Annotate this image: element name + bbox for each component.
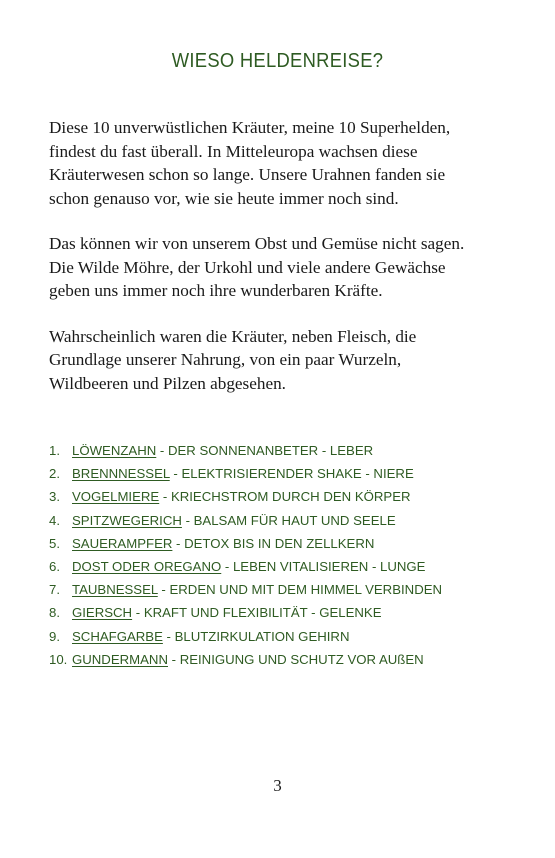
herb-link-schafgarbe[interactable]: SCHAFGARBE (72, 628, 163, 644)
list-item (49, 485, 529, 508)
herb-description: - ELEKTRISIERENDER SHAKE - NIERE (169, 466, 414, 482)
herb-description: - DETOX BIS IN DEN ZELLKERN (172, 535, 375, 551)
herb-description: - ERDEN UND MIT DEM HIMMEL VERBINDEN (157, 582, 443, 598)
list-number: 8. (49, 605, 60, 621)
list-number: 3. (49, 489, 60, 505)
list-number: 6. (49, 558, 60, 574)
list-item (49, 532, 529, 555)
paragraph-3: Wahrscheinlich waren die Kräuter, neben Fleisch, die Grundlage unserer Nahrung, von ein paar Wurzeln, Wildbeeren und Pilzen abgesehen. (49, 326, 417, 393)
herb-list (49, 439, 529, 671)
herb-link-brennnessel[interactable]: BRENNNESSEL (72, 466, 170, 482)
list-number: 5. (49, 535, 60, 551)
herb-description: - REINIGUNG UND SCHUTZ VOR AUßEN (167, 651, 424, 667)
page-number: 3 (273, 776, 282, 795)
herb-link-loewenzahn[interactable]: LÖWENZAHN (72, 443, 157, 458)
intro-text (49, 116, 519, 417)
paragraph-1: Diese 10 unverwüstlichen Kräuter, meine 10 Superhelden, findest du fast überall. In Mitteleuropa wachsen diese Kräuterwesen schon so lange. Unsere Urahnen fanden sie schon genauso vor, wie sie heute immer noch sind. (49, 118, 451, 208)
list-number: 7. (49, 582, 60, 598)
herb-description: - LEBEN VITALISIEREN - LUNGE (221, 558, 426, 574)
paragraph-2: Das können wir von unserem Obst und Gemüse nicht sagen. Die Wilde Möhre, der Urkohl und viele andere Gewächse geben uns immer noch ihre wunderbaren Kräfte. (49, 234, 465, 300)
list-item (49, 509, 529, 532)
herb-link-vogelmiere[interactable]: VOGELMIERE (72, 489, 160, 505)
list-item (49, 601, 529, 624)
list-number: 1. (49, 443, 60, 458)
herb-link-taubnessel[interactable]: TAUBNESSEL (72, 582, 158, 598)
herb-description: - KRIECHSTROM DURCH DEN KÖRPER (159, 489, 411, 505)
list-number: 2. (49, 466, 60, 482)
herb-description: - BLUTZIRKULATION GEHIRN (162, 628, 350, 644)
list-number: 10. (49, 651, 68, 667)
list-item (49, 462, 529, 485)
page-title: WIESO HELDENREISE? (171, 50, 384, 72)
herb-description: - KRAFT UND FLEXIBILITÄT - GELENKE (132, 605, 382, 621)
list-number: 4. (49, 512, 60, 528)
herb-description: - DER SONNENANBETER - LEBER (156, 443, 374, 458)
herb-description: - BALSAM FÜR HAUT UND SEELE (181, 512, 396, 528)
herb-link-spitzwegerich[interactable]: SPITZWEGERICH (72, 512, 182, 528)
herb-link-dost-oregano[interactable]: DOST ODER OREGANO (72, 558, 222, 574)
herb-link-gundermann[interactable]: GUNDERMANN (72, 651, 168, 667)
herb-link-giersch[interactable]: GIERSCH (72, 605, 133, 621)
list-item (49, 555, 529, 578)
list-item (49, 578, 529, 601)
list-number: 9. (49, 628, 60, 644)
list-item (49, 439, 529, 462)
list-item (49, 648, 529, 671)
list-item (49, 625, 529, 648)
herb-link-sauerampfer[interactable]: SAUERAMPFER (72, 535, 173, 551)
